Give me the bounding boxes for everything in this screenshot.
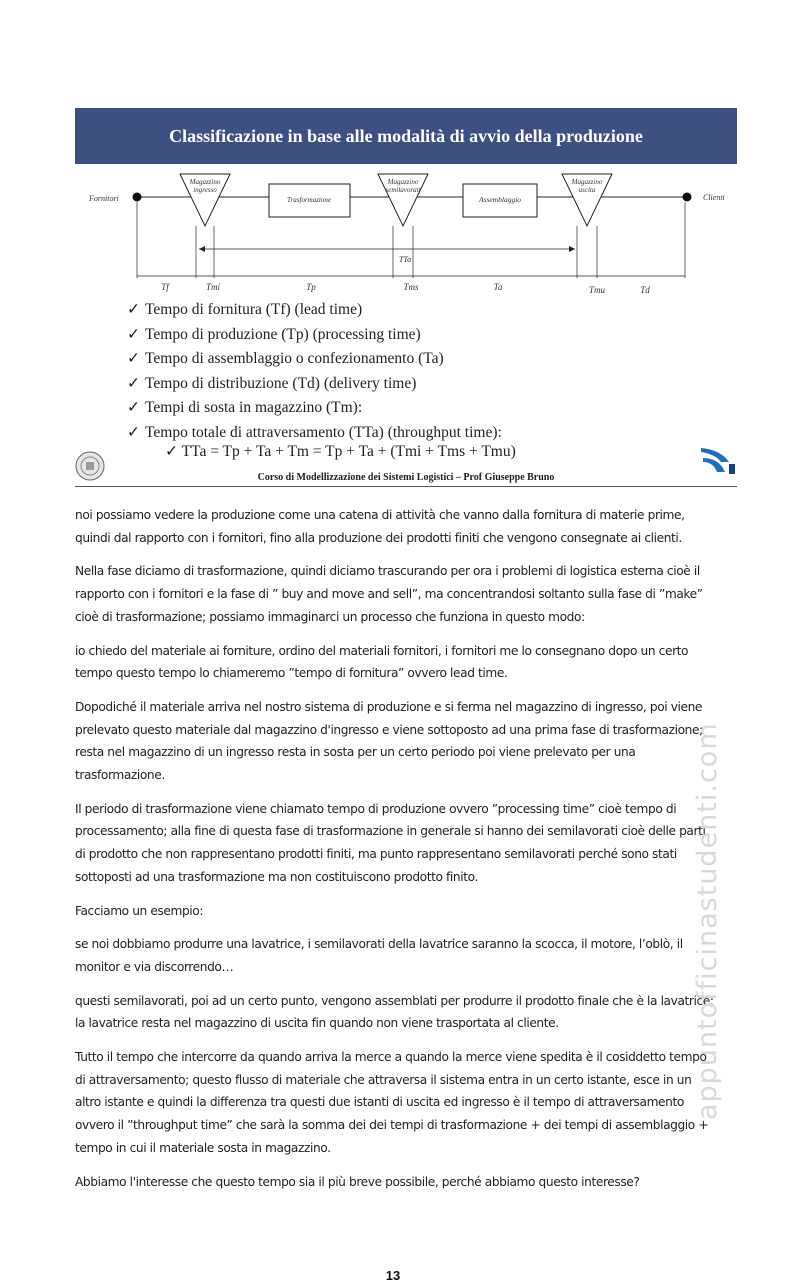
svg-text:ingresso: ingresso: [193, 186, 217, 194]
list-item: ✓ Tempi di sosta in magazzino (Tm):: [127, 396, 502, 421]
paragraph: Dopodiché il materiale arriva nel nostro sistema di produzione e si ferma nel magazzino di ingresso, poi viene prelevato questo materiale dal magazzino d'ingresso e viene sottoposto ad una prima fase di trasformazione; resta nel magazzino di un ingresso resta in sosta per un certo periodo poi viene prelevato per una trasformazione.: [75, 699, 703, 783]
segment-tp: Tp: [306, 282, 316, 292]
segment-tms: Tms: [403, 282, 419, 292]
segment-tmu: Tmu: [588, 285, 606, 295]
check-icon: ✓: [127, 399, 140, 416]
check-icon: ✓: [165, 443, 182, 460]
check-icon: ✓: [127, 325, 140, 343]
slide-image: [75, 108, 737, 488]
slide-title: Classificazione in base alle modalità di avvio della produzione: [75, 108, 737, 164]
paragraph: Abbiamo l'interesse che questo tempo sia il più breve possibile, perché abbiamo questo interesse?: [75, 1174, 640, 1189]
paragraph: Tutto il tempo che intercorre da quando arriva la merce a quando la merce viene spedita è il cosiddetto tempo di attraversamento; questo flusso di materiale che attraversa il sistema entra in un certo istante, esce in un altro istante e quindi la differenza tra questi due istanti di uscita ed ingresso è il tempo di attraversamento ovvero il ”throughput time” che sarà la somma dei dei tempi di trasformazione + dei tempi di assemblaggio + tempo in cui il materiale sosta in magazzino.: [75, 1050, 709, 1155]
source-label: Fornitori: [89, 194, 119, 203]
check-icon: ✓: [127, 350, 140, 367]
svg-text:Magazzino: Magazzino: [387, 178, 419, 186]
check-icon: ✓: [127, 423, 140, 441]
paragraph: noi possiamo vedere la produzione come una catena di attività che vanno dalla fornitura di materie prime, quindi dal rapporto con i fornitori, fino alla produzione dei prodotti finiti che vengono consegnate ai clienti.: [75, 508, 685, 545]
body-text: [75, 504, 715, 1204]
process-diagram: [75, 164, 737, 296]
formula-line: ✓ TTa = Tp + Ta + Tm = Tp + Ta + (Tmi + Tms + Tmu): [165, 443, 516, 460]
slide-footer: Corso di Modellizzazione dei Sistemi Logistici – Prof Giuseppe Bruno: [257, 472, 555, 483]
time-markers: [137, 202, 685, 278]
paragraph: Il periodo di trasformazione viene chiamato tempo di produzione ovvero ”processing time” cioè tempo di processamento; alla fine di questa fase di trasformazione in generale si hanno dei semilavorati cioè delle parti di prodotto che non rappresentano prodotti finiti, ma punto rappresentano semilavorati perché sono stati sottoposti ad una trasformazione ma non costituiscono prodotto finito.: [75, 801, 706, 884]
segment-tmi: Tmi: [205, 282, 221, 292]
svg-text:Magazzino: Magazzino: [571, 178, 603, 186]
paragraph: Facciamo un esempio:: [75, 903, 204, 918]
check-icon: ✓: [127, 301, 140, 318]
paragraph: Nella fase diciamo di trasformazione, quindi diciamo trascurando per ora i problemi di logistica esterna cioè il rapporto con i fornitori e la fase di ” buy and move and sell”, ma concentrandosi soltanto sulla fase di ”make” cioè di trasformazione; possiamo immaginarci un processo che funziona in questo modo:: [75, 564, 703, 624]
svg-text:semilavorati: semilavorati: [385, 186, 421, 194]
svg-text:Trasformazione: Trasformazione: [287, 196, 331, 204]
segment-tf: Tf: [161, 282, 169, 292]
paragraph: questi semilavorati, poi ad un certo punto, vengono assemblati per produrre il prodotto finale che è la lavatrice; la lavatrice resta nel magazzino di uscita fin quando non viene trasportata al cliente.: [75, 993, 714, 1031]
page-number: 13: [385, 1268, 401, 1283]
segment-td: Td: [640, 285, 650, 295]
list-item: ✓ Tempo di distribuzione (Td) (delivery time): [127, 372, 502, 397]
segment-ta: Ta: [493, 282, 503, 292]
source-node: [133, 193, 142, 202]
list-item: ✓ Tempo totale di attraversamento (TTa) (throughput time):: [127, 421, 502, 446]
list-item: ✓ Tempo di produzione (Tp) (processing time): [127, 323, 502, 348]
sink-label: Clienti: [703, 193, 725, 202]
watermark: appuntofficinastudenti.com: [692, 722, 723, 1120]
svg-text:Magazzino: Magazzino: [189, 178, 221, 186]
slide-bottom-rule: [75, 486, 737, 487]
paragraph: io chiedo del materiale ai forniture, ordino del materiali fornitori, i fornitori me lo consegnano dopo un certo tempo questo tempo lo chiameremo ”tempo di fornitura” ovvero lead time.: [75, 643, 689, 681]
course-logo-icon: [699, 444, 737, 476]
svg-text:Assemblaggio: Assemblaggio: [478, 195, 522, 204]
paragraph: se noi dobbiamo produrre una lavatrice, i semilavorati della lavatrice saranno la scocca, il motore, l’oblò, il monitor e via discorrendo…: [75, 937, 683, 974]
list-item: ✓ Tempo di assemblaggio o confezionamento (Ta): [127, 347, 502, 372]
list-item: ✓ Tempo di fornitura (Tf) (lead time): [127, 298, 502, 323]
sink-node: [683, 193, 692, 202]
check-icon: ✓: [127, 374, 140, 392]
tta-label: TTa: [398, 255, 412, 264]
svg-text:uscita: uscita: [578, 186, 596, 194]
bullet-list: [127, 298, 502, 445]
